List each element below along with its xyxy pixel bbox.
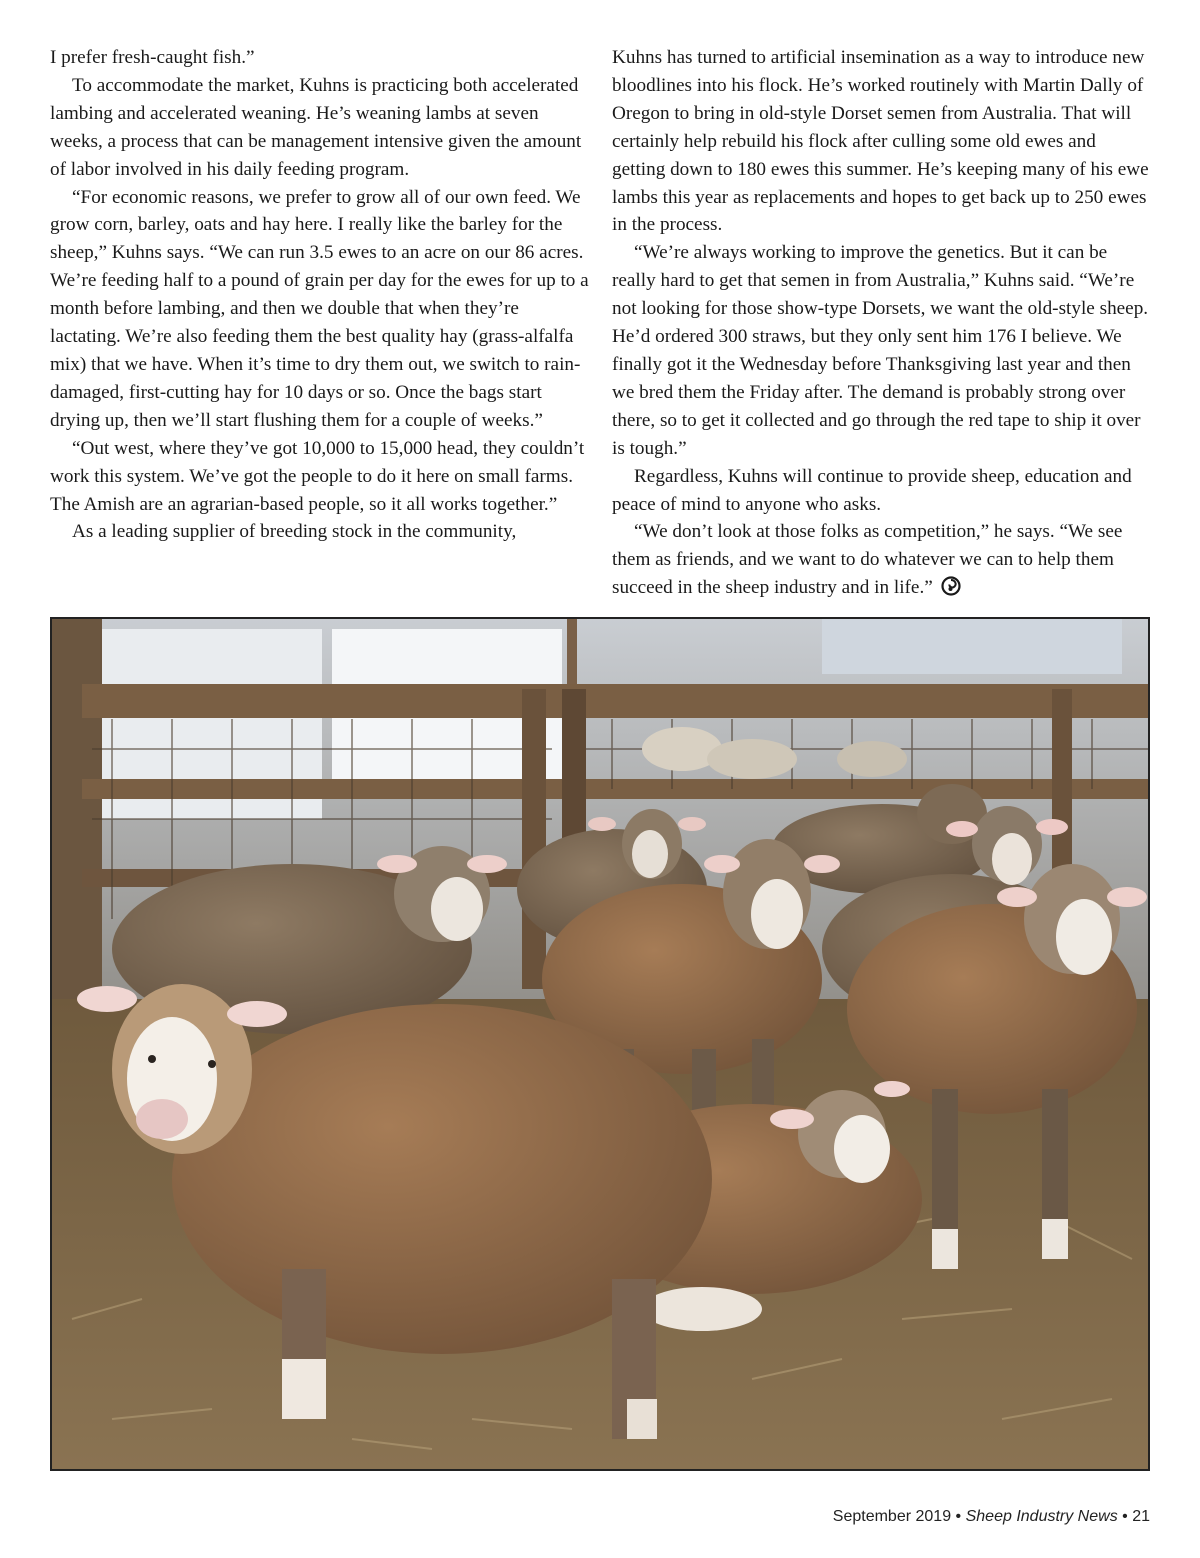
page-number: 21 [1132, 1508, 1150, 1525]
paragraph: Kuhns has turned to artificial insemination as a way to introduce new bloodlines into his flock. He’s worked routinely with Martin Dally of Oregon to bring in old-style Dorset semen from Australia. That will certainly help rebuild his flock after culling some old ewes and getting down to 180 ewes this summer. He’s keeping many of his ewe lambs this year as replacements and hopes to get back up to 250 ewes in the process. [612, 47, 1149, 236]
issue-date: September 2019 [832, 1508, 952, 1525]
publication-name: Sheep Industry News [965, 1508, 1118, 1525]
sheep-photo-illustration [52, 619, 1148, 1469]
separator: • [1122, 1508, 1128, 1525]
page-footer [833, 1508, 1150, 1526]
paragraph: To accommodate the market, Kuhns is practicing both accelerated lambing and accelerated weaning. He’s weaning lambs at seven weeks, a process that can be management intensive given the amount of labor involved in his daily feeding program. [50, 74, 582, 180]
separator: • [955, 1508, 962, 1525]
paragraph: “We’re always working to improve the genetics. But it can be really hard to get that semen in from Australia,” Kuhns said. “We’re not looking for those show-type Dorsets, we want the old-style sheep. He’d ordered 300 straws, but they only sent him 176 I believe. We finally got it the Wednesday before Thanksgiving last year and then we bred them the Friday after. The demand is probably strong over there, so to get it collected and go through the red tape to ship it over is tough.” [612, 242, 1149, 459]
paragraph: I prefer fresh-caught fish.” [50, 47, 255, 68]
paragraph: Regardless, Kuhns will continue to provide sheep, education and peace of mind to anyone who asks. [612, 465, 1132, 515]
end-of-story-icon [941, 576, 961, 596]
paragraph: “For economic reasons, we prefer to grow all of our own feed. We grow corn, barley, oats and hay here. I really like the barley for the sheep,” Kuhns says. “We can run 3.5 ewes to an acre on our 86 acres. We’re feeding half to a pound of grain per day for the ewes for up to a month before lambing, and then we double that when they’re lactating. We’re also feeding them the best quality hay (grass-alfalfa mix) that we have. When it’s time to dry them out, we switch to rain-damaged, first-cutting hay for 10 days or so. Once the bags start drying up, then we’ll start flushing them for a couple of weeks.” [50, 186, 589, 431]
article-column-right [612, 44, 1152, 602]
paragraph: As a leading supplier of breeding stock in the community, [72, 521, 517, 543]
article-column-left [50, 44, 590, 546]
final-sentence: “We don’t look at those folks as competition,” he says. “We see them as friends, and we want to do whatever we can to help them succeed in the sheep industry and in life.” [612, 521, 1123, 599]
paragraph-final [612, 518, 1152, 602]
paragraph: “Out west, where they’ve got 10,000 to 15,000 head, they couldn’t work this system. We’ve got the people to do it here on small farms. The Amish are an agrarian-based people, so it all works together.” [50, 437, 585, 515]
sheep-photo [50, 617, 1150, 1471]
